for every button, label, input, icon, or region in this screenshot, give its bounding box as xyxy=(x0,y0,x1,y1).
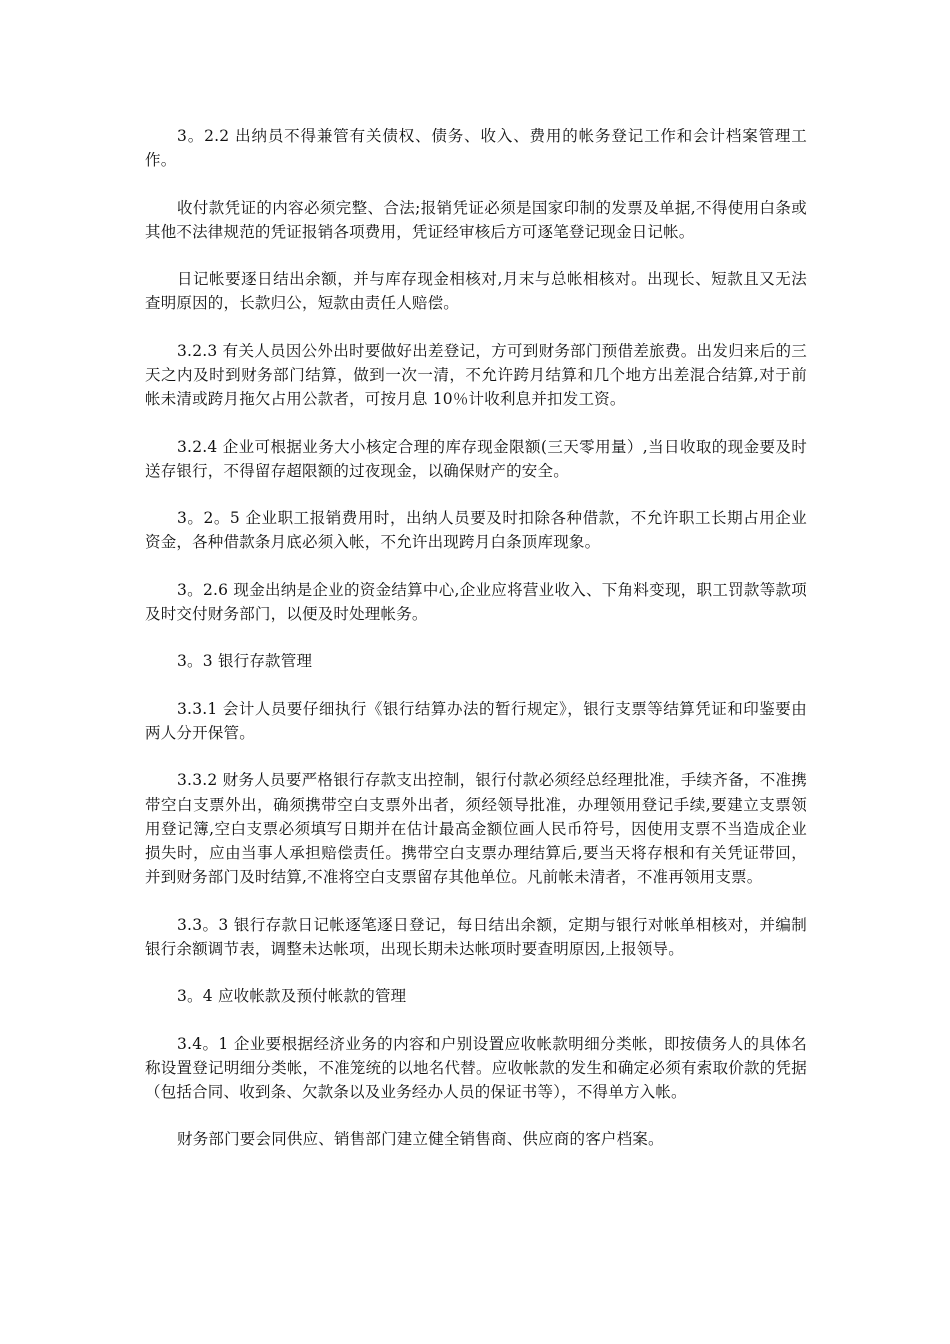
paragraph: 日记帐要逐日结出余额，并与库存现金相核对,月末与总帐相核对。出现长、短款且又无法查明原因的，长款归公，短款由责任人赔偿。 xyxy=(145,270,807,313)
paragraph: 3。2.6 现金出纳是企业的资金结算中心,企业应将营业收入、下角料变现，职工罚款等款项及时交付财务部门，以便及时处理帐务。 xyxy=(145,580,807,623)
section-heading: 3。4 应收帐款及预付帐款的管理 xyxy=(177,987,407,1006)
section-heading: 3。3 银行存款管理 xyxy=(177,652,313,671)
paragraph: 3.2.3 有关人员因公外出时要做好出差登记，方可到财务部门预借差旅费。出发归来后的三天之内及时到财务部门结算，做到一次一清，不允许跨月结算和几个地方出差混合结算,对于前帐未清或跨月拖欠占用公款者，可按月息 10％计收利息并扣发工资。 xyxy=(145,341,807,409)
paragraph: 3.3.1 会计人员要仔细执行《银行结算办法的暂行规定》，银行支票等结算凭证和印鉴要由两人分开保管。 xyxy=(145,699,807,742)
paragraph: 收付款凭证的内容必须完整、合法;报销凭证必须是国家印制的发票及单据,不得使用白条或其他不法律规范的凭证报销各项费用，凭证经审核后方可逐笔登记现金日记帐。 xyxy=(145,198,807,241)
paragraph: 3.4。1 企业要根据经济业务的内容和户别设置应收帐款明细分类帐，即按债务人的具体名称设置登记明细分类帐，不准笼统的以地名代替。应收帐款的发生和确定必须有索取价款的凭据（包括合同、收到条、欠款条以及业务经办人员的保证书等），不得单方入帐。 xyxy=(145,1034,807,1101)
paragraph: 3.3。3 银行存款日记帐逐笔逐日登记，每日结出余额，定期与银行对帐单相核对，并编制银行余额调节表，调整未达帐项，出现长期未达帐项时要查明原因,上报领导。 xyxy=(145,915,807,958)
paragraph: 3。2.2 出纳员不得兼管有关债权、债务、收入、费用的帐务登记工作和会计档案管理工作。 xyxy=(145,127,807,170)
paragraph: 3。2。5 企业职工报销费用时，出纳人员要及时扣除各种借款，不允许职工长期占用企业资金，各种借款条月底必须入帐，不允许出现跨月白条顶库现象。 xyxy=(145,509,807,552)
paragraph: 财务部门要会同供应、销售部门建立健全销售商、供应商的客户档案。 xyxy=(177,1130,664,1149)
paragraph: 3.3.2 财务人员要严格银行存款支出控制，银行付款必须经总经理批准，手续齐备，不准携带空白支票外出，确须携带空白支票外出者，须经领导批准，办理领用登记手续,要建立支票领用登记簿,空白支票必须填写日期并在估计最高金额位画人民币符号，因使用支票不当造成企业损失时，应由当事人承担赔偿责任。携带空白支票办理结算后,要当天将存根和有关凭证带回，并到财务部门及时结算,不准将空白支票留存其他单位。凡前帐未清者，不准再领用支票。 xyxy=(145,771,807,887)
document-body xyxy=(145,124,807,1175)
paragraph: 3.2.4 企业可根据业务大小核定合理的库存现金限额(三天零用量）,当日收取的现金要及时送存银行，不得留存超限额的过夜现金，以确保财产的安全。 xyxy=(145,437,807,480)
